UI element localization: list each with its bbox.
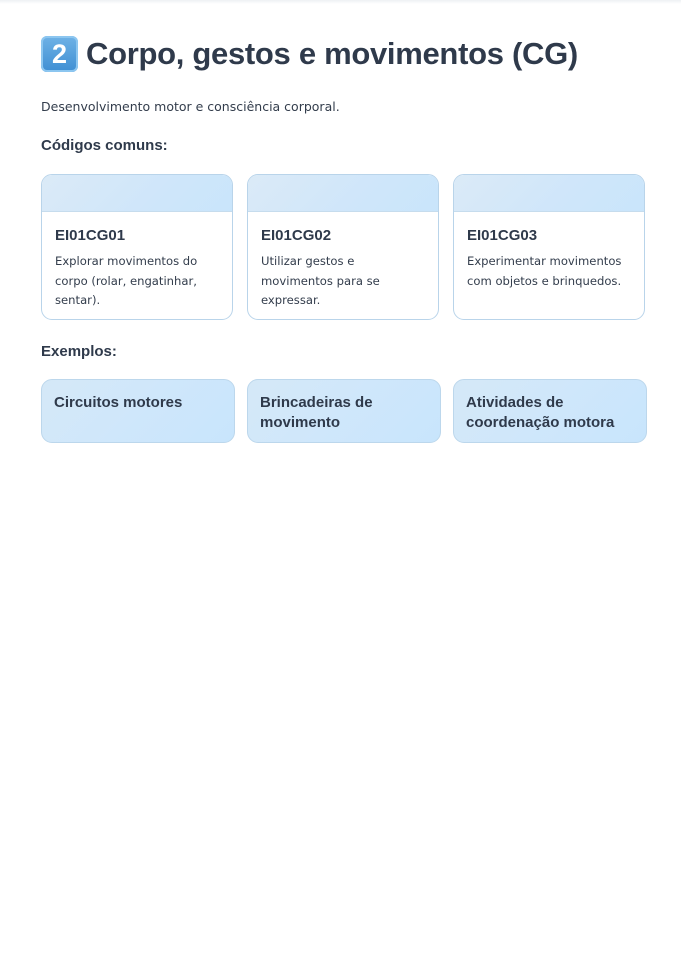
codes-section-label: Códigos comuns: bbox=[41, 137, 168, 154]
code-card-header bbox=[248, 175, 438, 212]
examples-section-label: Exemplos: bbox=[41, 343, 117, 360]
keycap-number: 2 bbox=[51, 38, 68, 69]
code-card-code: EI01CG03 bbox=[467, 227, 538, 244]
examples-card-list bbox=[41, 379, 646, 445]
keycap-two-icon bbox=[41, 36, 78, 72]
page-subtitle: Desenvolvimento motor e consciência corporal. bbox=[41, 99, 340, 114]
example-card: Brincadeiras de movimento bbox=[247, 379, 441, 443]
codes-card-list bbox=[41, 174, 646, 322]
code-card-header bbox=[42, 175, 232, 212]
code-card-code: EI01CG01 bbox=[55, 227, 126, 244]
page-title-text: Corpo, gestos e movimentos (CG) bbox=[86, 36, 578, 71]
code-card-code: EI01CG02 bbox=[261, 227, 332, 244]
top-edge bbox=[0, 0, 681, 4]
code-card-header bbox=[454, 175, 644, 212]
code-card bbox=[247, 174, 439, 320]
code-card bbox=[41, 174, 233, 320]
code-card-description: Utilizar gestos e movimentos para se expressar. bbox=[261, 254, 380, 307]
example-card: Circuitos motores bbox=[41, 379, 235, 443]
page-title bbox=[41, 34, 578, 74]
example-card: Atividades de coordenação motora bbox=[453, 379, 647, 443]
code-card-description: Experimentar movimentos com objetos e brinquedos. bbox=[467, 254, 622, 288]
code-card-description: Explorar movimentos do corpo (rolar, engatinhar, sentar). bbox=[55, 254, 198, 307]
code-card bbox=[453, 174, 645, 320]
